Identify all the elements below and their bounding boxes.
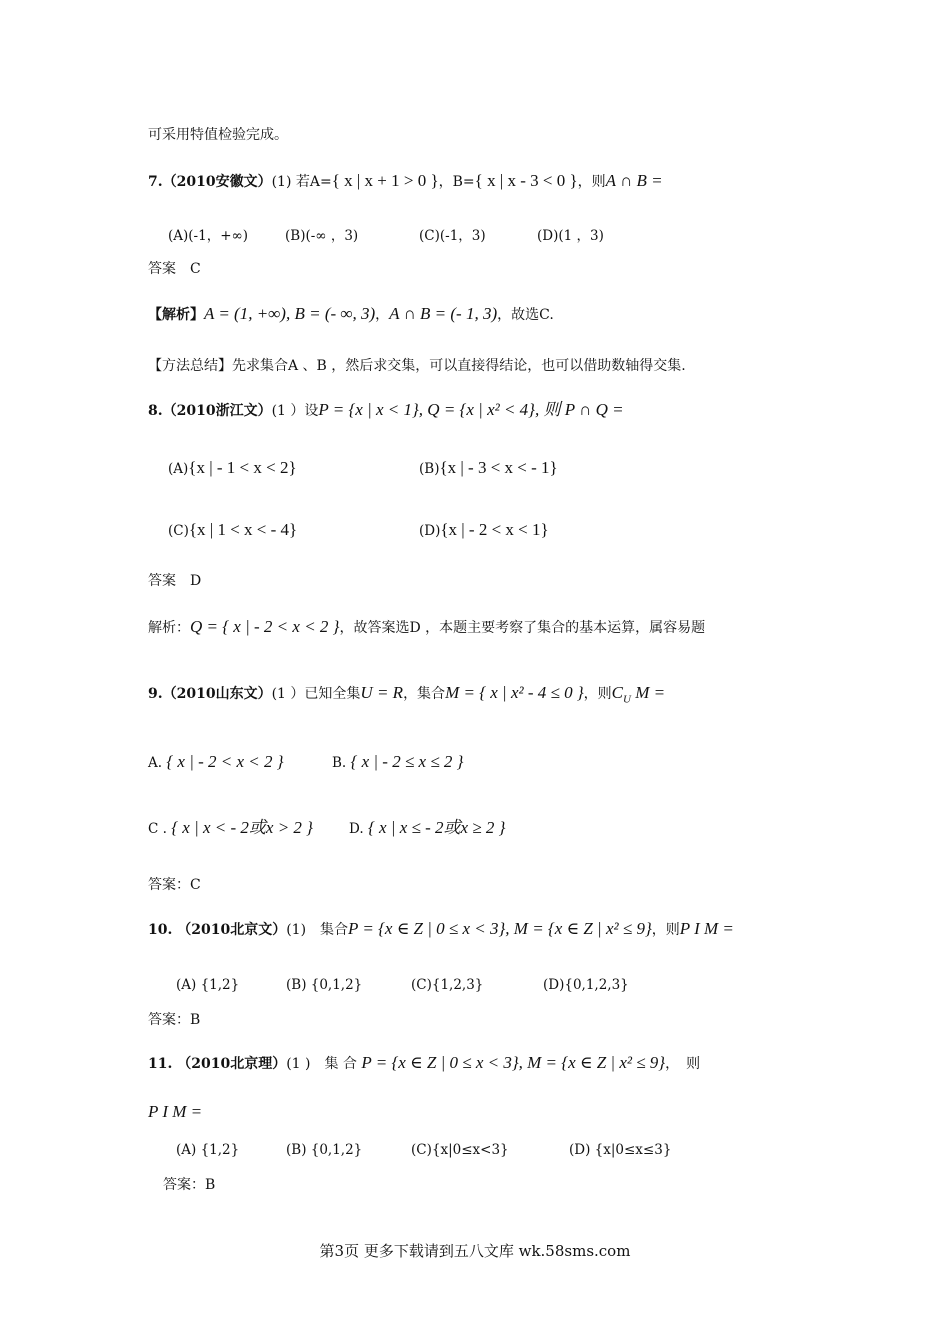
question-11	[148, 1053, 700, 1074]
text: ，则	[651, 922, 680, 938]
answer: 答案 D	[148, 573, 202, 589]
math-expression: { x | x < - 2或x > 2 }	[171, 818, 313, 837]
text: (1 ) 集 合	[286, 1056, 357, 1072]
math-expression: A ∩ B = (- 1, 3)	[389, 304, 498, 323]
math-expression: { x | - 2 ≤ x ≤ 2 }	[350, 752, 464, 771]
math-expression: P I M =	[148, 1102, 203, 1121]
option-label: B.	[332, 755, 347, 771]
text: ，则	[577, 174, 606, 190]
text: ，故答案选D ，本题主要考察了集合的基本运算，属容易题	[339, 620, 706, 636]
text: ，故选C.	[497, 307, 554, 323]
math-expression: { x | x ≤ - 2或x ≥ 2 }	[367, 818, 506, 837]
math-expression: { x | - 2 < x < 2 }	[166, 752, 284, 771]
math-expression: A = (1, +∞), B = (- ∞, 3)	[204, 304, 376, 323]
math-expression: M = { x | x² - 4 ≤ 0 }	[445, 683, 584, 702]
math-expression: P = {x ∈ Z | 0 ≤ x < 3}, M = {x ∈ Z | x² ≤ 9}	[348, 919, 652, 938]
question-number: 8.（2010浙江文）	[148, 403, 272, 419]
option-a: (A)(-1，+∞)	[168, 228, 249, 244]
question-number: 11. （2010北京理）	[148, 1056, 287, 1072]
math-expression: A ∩ B =	[605, 171, 663, 190]
text: (1 ）已知全集	[271, 686, 361, 702]
option-label: D.	[349, 821, 364, 837]
option-b	[332, 752, 463, 773]
math-complement: $C_U$ M =	[611, 683, 666, 706]
text: ， 则	[665, 1056, 701, 1072]
question-number: 10. （2010北京文）	[148, 922, 287, 938]
math-expression: P I M =	[679, 919, 734, 938]
option-d: (D){0,1,2,3}	[543, 977, 629, 993]
option-a: (A) {1,2}	[176, 1142, 240, 1158]
text: (1 ）设	[271, 403, 319, 419]
math-expression: {x | - 1 < x < 2}	[188, 458, 297, 477]
option-b: (B) {0,1,2}	[286, 977, 363, 993]
option-b: (B) {0,1,2}	[286, 1142, 363, 1158]
option-d: (D)(1 ，3)	[537, 228, 604, 244]
option-label: A.	[148, 755, 163, 771]
text: ，则	[583, 686, 612, 702]
text-line: 可采用特值检验完成。	[148, 127, 288, 143]
solution	[148, 304, 554, 325]
text: (1) 若A=	[271, 174, 332, 190]
option-d: (D) {x|0≤x≤3}	[569, 1142, 672, 1158]
option-label: (D)	[419, 523, 441, 539]
method-summary: 【方法总结】先求集合A 、B ，然后求交集，可以直接得结论，也可以借助数轴得交集.	[148, 358, 686, 374]
text: (1) 集合	[286, 922, 349, 938]
math-expression: P = {x ∈ Z | 0 ≤ x < 3}, M = {x ∈ Z | x² ≤ 9}	[361, 1053, 666, 1072]
text: ，B=	[438, 174, 475, 190]
math-expression: Q = { x | - 2 < x < 2 }	[190, 617, 340, 636]
math-expression: P = {x | x < 1}, Q = {x | x² < 4}, 则 P ∩ Q =	[318, 400, 624, 419]
question-9	[148, 683, 665, 709]
option-a: (A) {1,2}	[176, 977, 240, 993]
option-d	[419, 520, 549, 541]
question-10	[148, 919, 734, 940]
math-set-b: { x | x - 3 < 0 }	[474, 171, 578, 190]
text: ，	[375, 307, 390, 323]
question-number: 7.（2010安徽文）	[148, 174, 272, 190]
math-expression: {x | - 3 < x < - 1}	[439, 458, 558, 477]
question-8	[148, 400, 624, 421]
question-7	[148, 171, 663, 192]
option-b	[419, 458, 558, 479]
option-c: (C){1,2,3}	[411, 977, 484, 993]
solution-label: 解析：	[148, 620, 190, 636]
answer: 答案：B	[163, 1177, 216, 1193]
math-expression: {x | 1 < x < - 4}	[188, 520, 298, 539]
math-expression: {x | - 2 < x < 1}	[440, 520, 549, 539]
option-c: (C)(-1，3)	[419, 228, 486, 244]
answer: 答案：B	[148, 1012, 201, 1028]
solution	[148, 617, 705, 638]
option-label: (C)	[168, 523, 189, 539]
option-a	[168, 458, 297, 479]
option-label: (B)	[419, 461, 440, 477]
math-expression: U = R	[360, 683, 404, 702]
option-c	[148, 818, 313, 839]
option-label: C .	[148, 821, 167, 837]
option-b: (B)(-∞ ，3)	[285, 228, 359, 244]
solution-label: 【解析】	[148, 307, 204, 323]
option-a	[148, 752, 284, 773]
page-footer: 第3页 更多下载请到五八文库 wk.58sms.com	[319, 1242, 631, 1260]
option-d	[349, 818, 505, 839]
option-c	[168, 520, 297, 541]
option-label: (A)	[168, 461, 189, 477]
question-number: 9.（2010山东文）	[148, 686, 272, 702]
answer: 答案：C	[148, 877, 201, 893]
text: ，集合	[403, 686, 446, 702]
math-set-a: { x | x + 1 > 0 }	[331, 171, 439, 190]
option-c: (C){x|0≤x<3}	[411, 1142, 509, 1158]
answer: 答案 C	[148, 261, 201, 277]
